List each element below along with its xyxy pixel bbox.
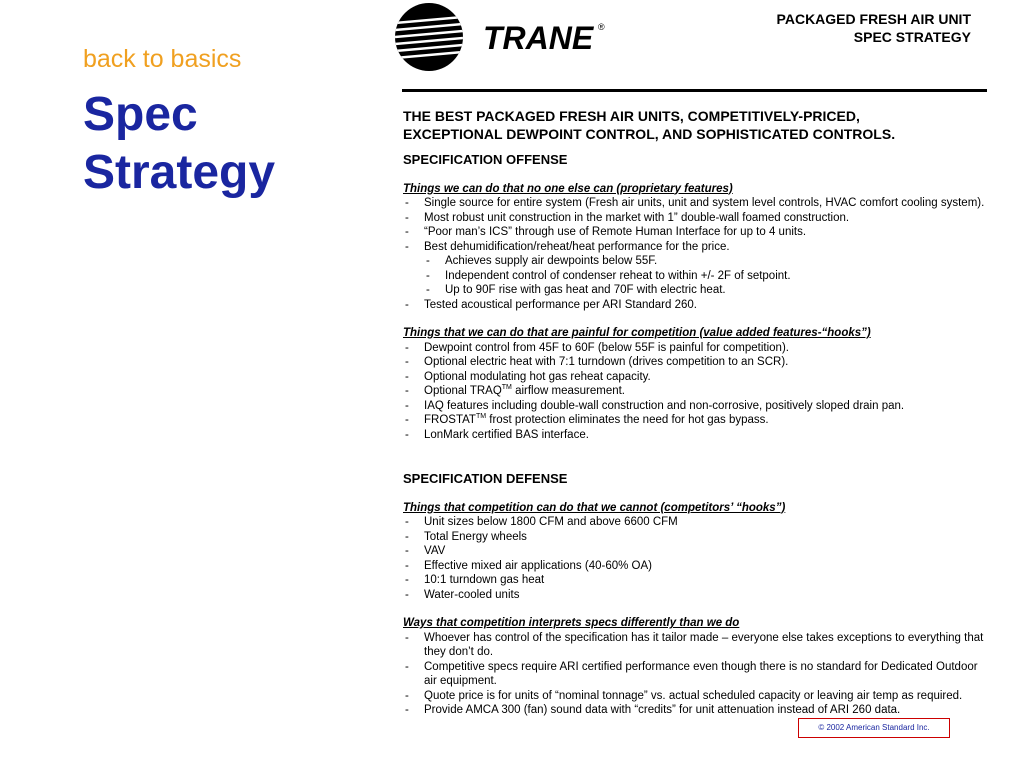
frostat-text-2: frost protection eliminates the need for hot gas bypass. xyxy=(486,414,769,426)
list-item xyxy=(403,413,993,428)
competitor-hooks-heading: Things that competition can do that we cannot (competitors’ “hooks”) xyxy=(403,501,786,514)
trademark-mark: TM xyxy=(475,413,487,421)
defense-heading: SPECIFICATION DEFENSE xyxy=(403,471,568,486)
list-item: - “Poor man’s ICS” through use of Remote Human Interface for up to 4 units. xyxy=(403,225,993,240)
sub-list-item: - Up to 90F rise with gas heat and 70F with electric heat. xyxy=(424,283,993,298)
brand-wordmark: TRANE xyxy=(483,20,594,56)
page-title xyxy=(83,86,383,202)
sub-list-item: - Independent control of condenser reheat to within +/- 2F of setpoint. xyxy=(424,269,993,284)
interpretation-heading: Ways that competition interprets specs differently than we do xyxy=(403,617,740,629)
header-line-1: PACKAGED FRESH AIR UNIT xyxy=(776,11,971,27)
list-item: - 10:1 turndown gas heat xyxy=(403,573,993,588)
list-item: - Water-cooled units xyxy=(403,588,993,603)
proprietary-list xyxy=(403,196,993,312)
headline-line-1: THE BEST PACKAGED FRESH AIR UNITS, COMPETITIVELY-PRICED, xyxy=(403,108,860,124)
list-item: - Quote price is for units of “nominal tonnage” vs. actual scheduled capacity or leaving air temp as required. xyxy=(403,689,993,704)
list-item: - Tested acoustical performance per ARI Standard 260. xyxy=(403,298,993,313)
header-title xyxy=(777,10,971,46)
list-item: - Most robust unit construction in the market with 1” double-wall foamed construction. xyxy=(403,211,993,226)
sub-list-item: - Achieves supply air dewpoints below 55F. xyxy=(424,254,993,269)
frostat-text: FROSTAT xyxy=(424,414,476,426)
list-item: - Dewpoint control from 45F to 60F (below 55F is painful for competition). xyxy=(403,341,993,356)
title-line-1: Spec xyxy=(83,88,198,141)
proprietary-heading: Things we can do that no one else can (proprietary features) xyxy=(403,182,733,195)
registered-mark: ® xyxy=(598,22,605,32)
header-line-2: SPEC STRATEGY xyxy=(853,29,971,45)
traq-text-2: airflow measurement. xyxy=(511,385,625,397)
list-item: - Provide AMCA 300 (fan) sound data with “credits” for unit attenuation instead of ARI 260 data. xyxy=(403,703,993,718)
list-item: - LonMark certified BAS interface. xyxy=(403,428,993,443)
list-item: - VAV xyxy=(403,544,993,559)
traq-text: Optional TRAQ xyxy=(424,385,502,397)
list-item: - Single source for entire system (Fresh air units, unit and system level controls, HVAC comfort cooling system). xyxy=(403,196,993,211)
header-divider xyxy=(402,89,987,92)
list-item: - Optional modulating hot gas reheat capacity. xyxy=(403,370,993,385)
list-item: - Unit sizes below 1800 CFM and above 6600 CFM xyxy=(403,515,993,530)
tagline: back to basics xyxy=(83,45,242,73)
trademark-mark: TM xyxy=(501,384,512,392)
list-item-text: Best dehumidification/reheat/heat performance for the price. xyxy=(424,240,730,253)
trane-logo xyxy=(395,3,615,71)
value-heading: Things that we can do that are painful for competition (value added features-“hooks”) xyxy=(403,327,871,339)
title-block xyxy=(83,44,383,202)
list-item: - Optional electric heat with 7:1 turndown (drives competition to an SCR). xyxy=(403,355,993,370)
copyright-notice: © 2002 American Standard Inc. xyxy=(798,718,950,738)
headline xyxy=(403,107,993,143)
list-item: - Total Energy wheels xyxy=(403,530,993,545)
list-item xyxy=(403,384,993,399)
title-line-2: Strategy xyxy=(83,146,276,199)
spec-content xyxy=(403,107,993,718)
list-item: - IAQ features including double-wall construction and non-corrosive, positively sloped drain pan. xyxy=(403,399,993,414)
dehum-sublist xyxy=(424,254,993,298)
interpretation-list xyxy=(403,631,993,718)
competitor-list xyxy=(403,515,993,602)
value-list xyxy=(403,341,993,443)
list-item: - Competitive specs require ARI certified performance even though there is no standard for Dedicated Outdoor air equipment. xyxy=(403,660,993,689)
list-item xyxy=(403,240,993,298)
headline-line-2: EXCEPTIONAL DEWPOINT CONTROL, AND SOPHISTICATED CONTROLS. xyxy=(403,126,896,142)
list-item: - Whoever has control of the specification has it tailor made – everyone else takes exceptions to everything that they don’t do. xyxy=(403,631,993,660)
list-item: - Effective mixed air applications (40-60% OA) xyxy=(403,559,993,574)
offense-heading: SPECIFICATION OFFENSE xyxy=(403,152,568,167)
